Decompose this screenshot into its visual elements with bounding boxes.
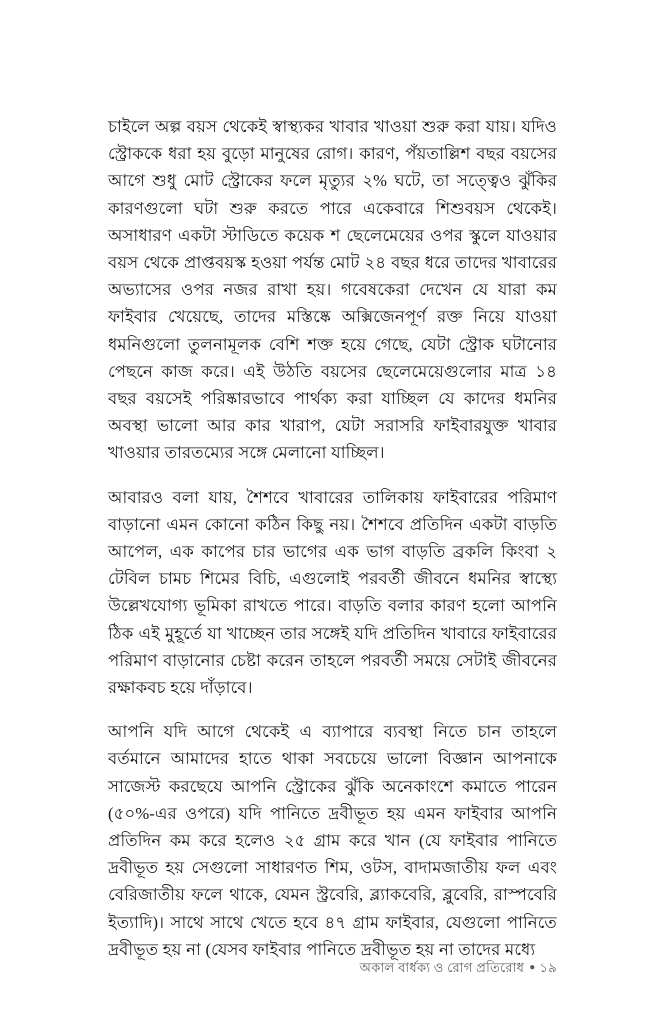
text-column: [108, 113, 557, 963]
page-number: ১৯: [539, 960, 557, 975]
body-paragraph: আবারও বলা যায়, শৈশবে খাবারের তালিকায় ফাইবারের পরিমাণ বাড়ানো এমন কোনো কঠিন কিছু নয়। শৈশবে প্রতিদিন একটা বাড়তি আপেল, এক কাপের চার ভাগের এক ভাগ বাড়তি ব্রকলি কিংবা ২ টেবিল চামচ শিমের বিচি, এগুলোই পরবর্তী জীবনে ধমনির স্বাস্থ্যে উল্লেখযোগ্য ভূমিকা রাখতে পারে। বাড়তি বলার কারণ হলো আপনি ঠিক এই মুহূর্তে যা খাচ্ছেন তার সঙ্গেই যদি প্রতিদিন খাবারে ফাইবারের পরিমাণ বাড়ানোর চেষ্টা করেন তাহলে পরবর্তী সময়ে সেটাই জীবনের রক্ষাকবচ হয়ে দাঁড়াবে।: [108, 487, 557, 698]
body-paragraph: চাইলে অল্প বয়স থেকেই স্বাস্থ্যকর খাবার খাওয়া শুরু করা যায়। যদিও স্ট্রোককে ধরা হয় বুড়ো মানুষের রোগ। কারণ, পঁয়তাল্লিশ বছর বয়সের আগে শুধু মোট স্ট্রোকের ফলে মৃত্যুর ২% ঘটে, তা সত্ত্বেও ঝুঁকির কারণগুলো ঘটা শুরু করতে পারে একেবারে শিশুবয়স থেকেই। অসাধারণ একটা স্টাডিতে কয়েক শ ছেলেমেয়ের ওপর স্কুলে যাওয়ার বয়স থেকে প্রাপ্তবয়স্ক হওয়া পর্যন্ত মোট ২৪ বছর ধরে তাদের খাবারের অভ্যাসের ওপর নজর রাখা হয়। গবেষকেরা দেখেন যে যারা কম ফাইবার খেয়েছে, তাদের মস্তিষ্কে অক্সিজেনপূর্ণ রক্ত নিয়ে যাওয়া ধমনিগুলো তুলনামূলক বেশি শক্ত হয়ে গেছে, যেটা স্ট্রোক ঘটানোর পেছনে কাজ করে। এই উঠতি বয়সের ছেলেমেয়েগুলোর মাত্র ১৪ বছর বয়সেই পরিষ্কারভাবে পার্থক্য করা যাচ্ছিল যে কাদের ধমনির অবস্থা ভালো আর কার খারাপ, যেটা সরাসরি ফাইবারযুক্ত খাবার খাওয়ার তারতম্যের সঙ্গে মেলানো যাচ্ছিল।: [108, 117, 557, 463]
bullet-separator-icon: ●: [529, 962, 536, 973]
page-footer: [108, 959, 557, 977]
body-paragraph: আপনি যদি আগে থেকেই এ ব্যাপারে ব্যবস্থা নিতে চান তাহলে বর্তমানে আমাদের হাতে থাকা সবচেয়ে ভালো বিজ্ঞান আপনাকে সাজেস্ট করছেযে আপনি স্ট্রোকের ঝুঁকি অনেকাংশে কমাতে পারেন (৫০%-এর ওপরে) যদি পানিতে দ্রবীভূত হয় এমন ফাইবার আপনি প্রতিদিন কম করে হলেও ২৫ গ্রাম করে খান (যে ফাইবার পানিতে দ্রবীভূত হয় সেগুলো সাধারণত শিম, ওটস, বাদামজাতীয় ফল এবং বেরিজাতীয় ফলে থাকে, যেমন স্ট্রবেরি, ব্ল্যাকবেরি, ব্লুবেরি, রাস্পবেরি ইত্যাদি)। সাথে সাথে খেতে হবে ৪৭ গ্রাম ফাইবার, যেগুলো পানিতে দ্রবীভূত হয় না (যেসব ফাইবার পানিতে দ্রবীভূত হয় না তাদের মধ্যে: [108, 722, 557, 959]
footer-chapter-title: অকাল বার্ধক্য ও রোগ প্রতিরোধ: [359, 960, 525, 975]
